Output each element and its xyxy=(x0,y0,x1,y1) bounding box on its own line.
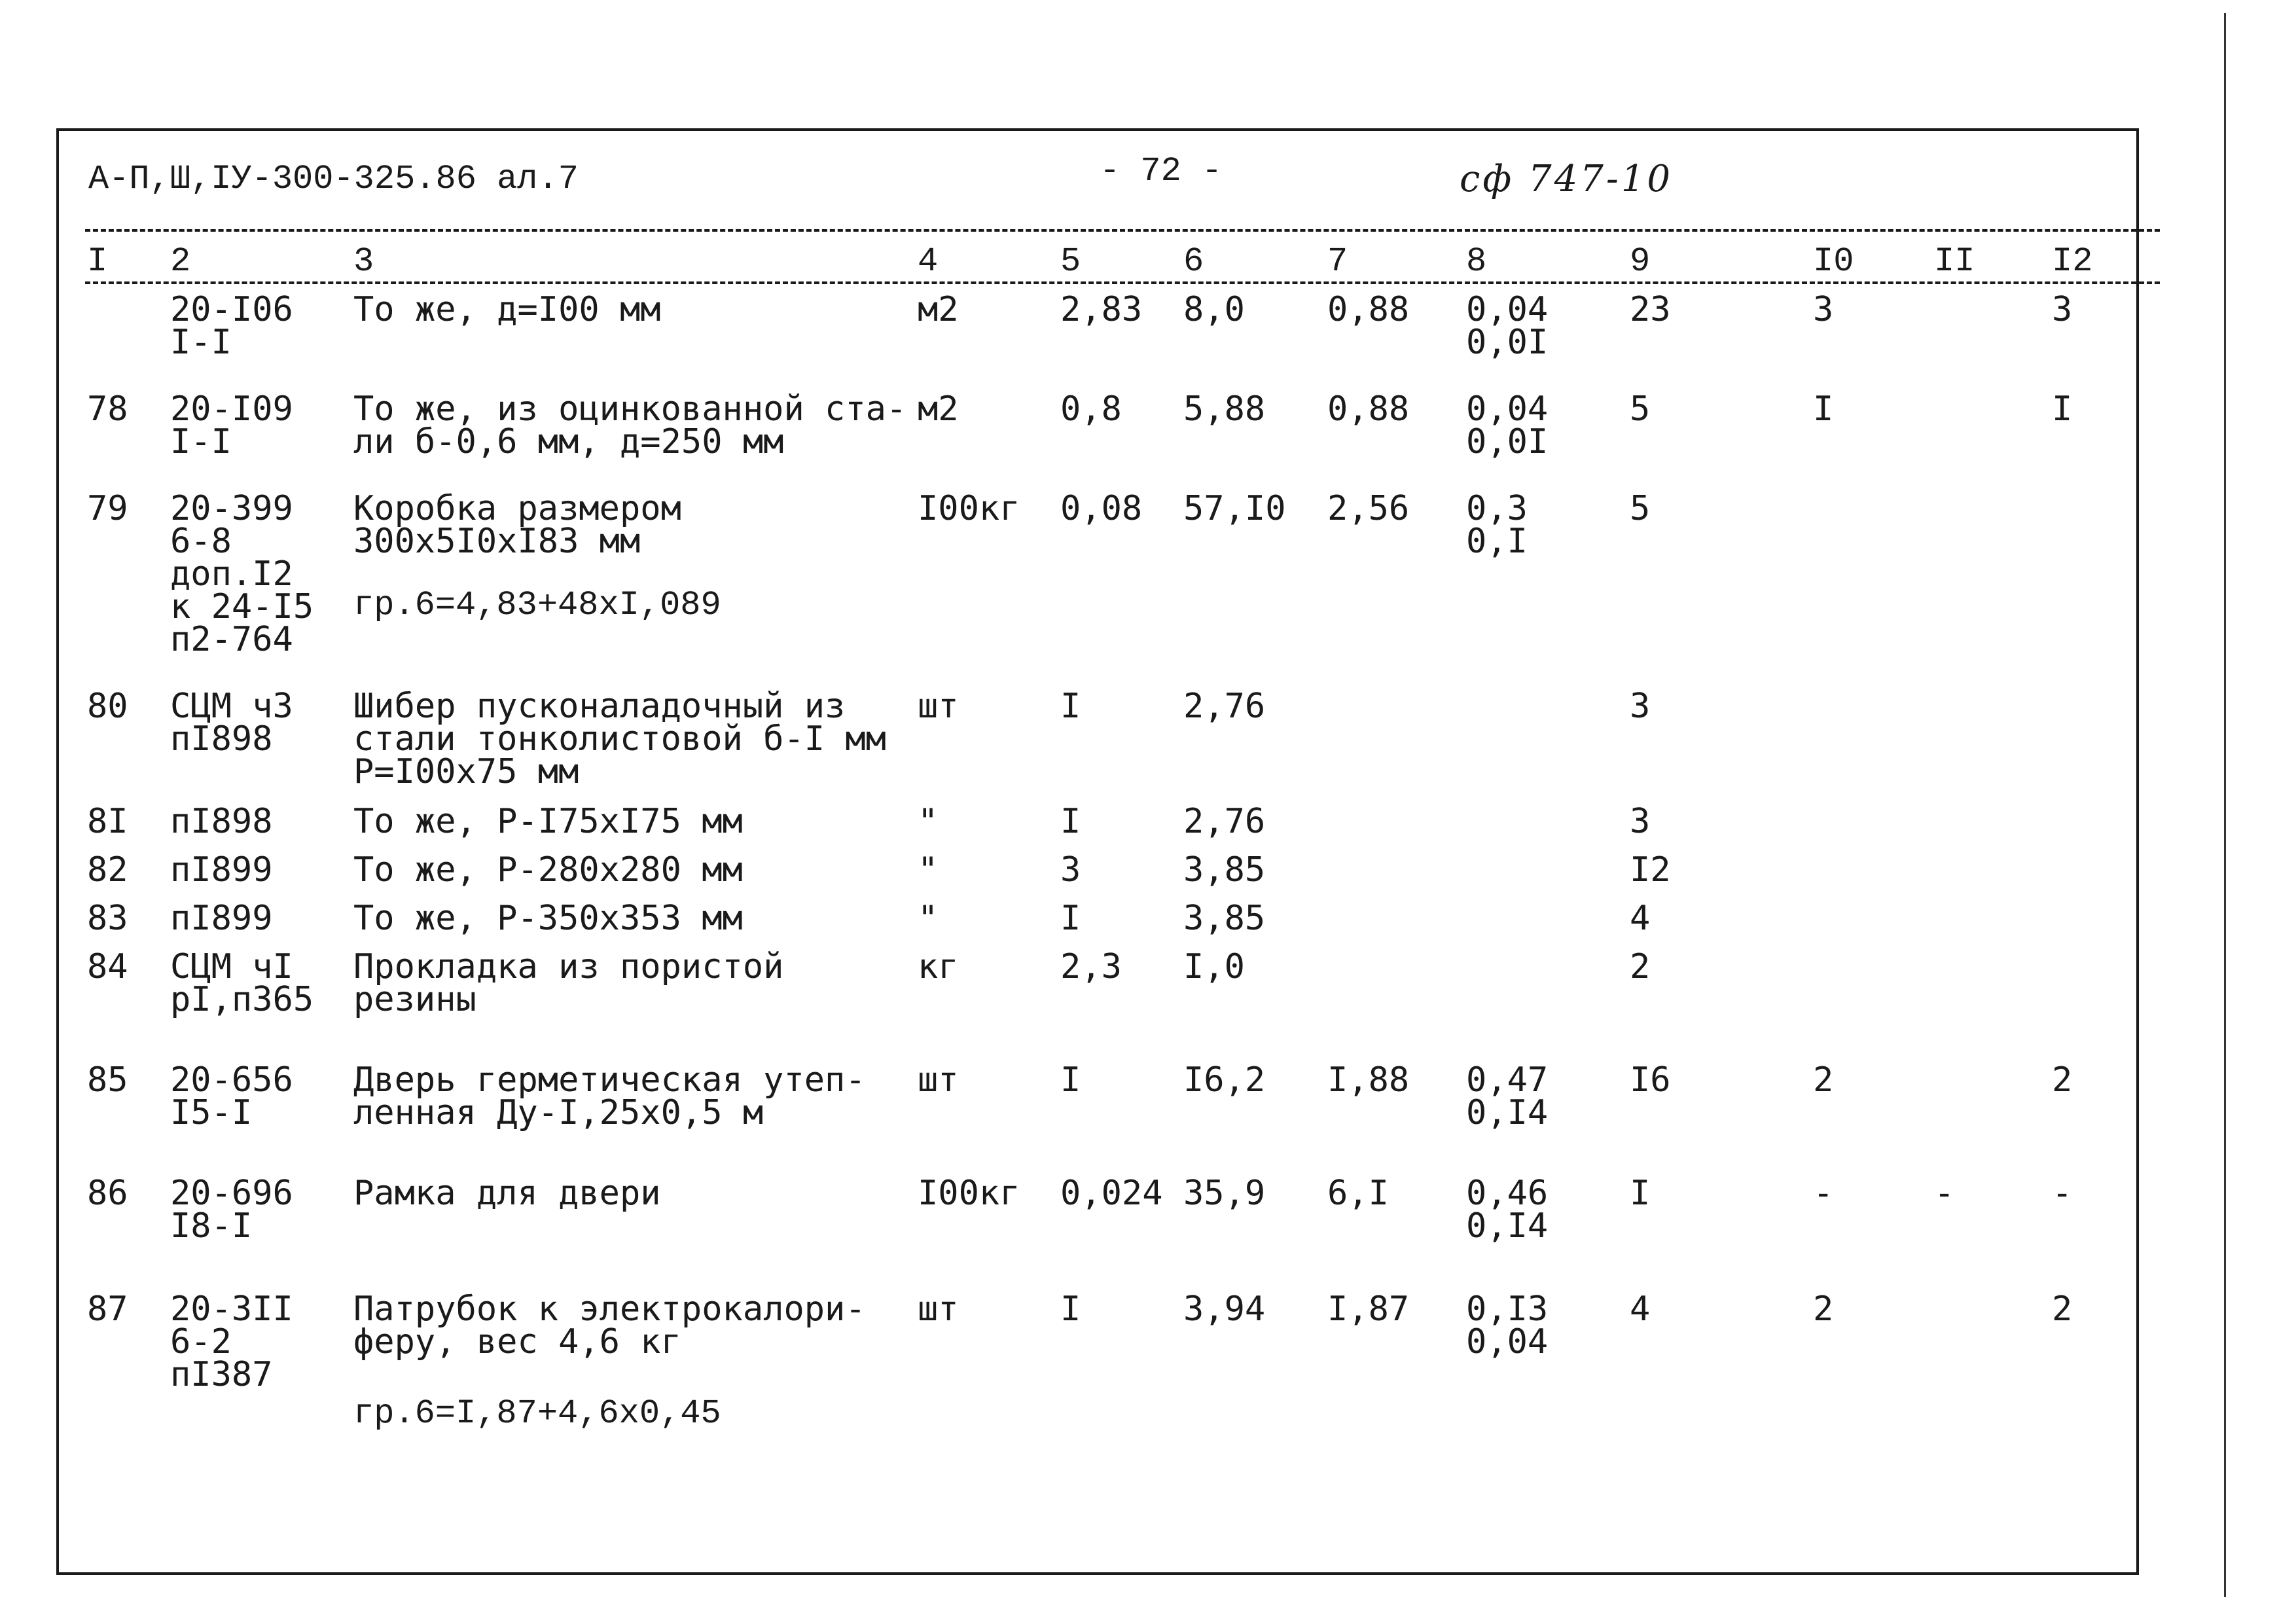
value-col-9: 2 xyxy=(1630,947,1651,986)
quantity: 2,83 xyxy=(1060,290,1143,329)
document-code: А-П,Ш,IУ-300-325.86 ал.7 xyxy=(88,160,579,198)
value-col-9: 3 xyxy=(1630,687,1651,726)
quantity: I xyxy=(1060,687,1081,726)
page-edge-rule xyxy=(2224,13,2226,1597)
calculation-formula: гр.6=I,87+4,6х0,45 xyxy=(353,1394,721,1433)
unit: м2 xyxy=(918,290,959,329)
work-description: Рамка для двери xyxy=(353,1174,661,1213)
column-header-1: I xyxy=(87,242,108,281)
column-header-11: II xyxy=(1934,242,1975,281)
norm-code: пI899 xyxy=(170,850,273,890)
value-col-9: 4 xyxy=(1630,1290,1651,1329)
norm-code: 20-3II 6-2 пI387 xyxy=(170,1290,293,1394)
row-number: 8I xyxy=(87,802,128,841)
row-number: 87 xyxy=(87,1290,128,1329)
row-number: 83 xyxy=(87,899,128,938)
value-col-8: 0,3 0,I xyxy=(1466,489,1528,561)
value-col-9: 23 xyxy=(1630,290,1671,329)
column-header-10: I0 xyxy=(1813,242,1854,281)
value-col-8: 0,04 0,0I xyxy=(1466,389,1549,461)
work-description: То же, д=I00 мм xyxy=(353,290,661,329)
value-col-6: 57,I0 xyxy=(1183,489,1286,528)
norm-code: 20-I06 I-I xyxy=(170,290,293,362)
value-col-7: 0,88 xyxy=(1327,389,1410,429)
unit: шт xyxy=(918,1060,959,1100)
norm-code: 20-656 I5-I xyxy=(170,1060,293,1132)
column-header-5: 5 xyxy=(1060,242,1081,281)
value-col-7: I,88 xyxy=(1327,1060,1410,1100)
value-col-6: 8,0 xyxy=(1183,290,1245,329)
work-description: Коробка размером 300х5I0хI83 мм xyxy=(353,489,681,561)
norm-code: СЦМ ч3 пI898 xyxy=(170,687,293,759)
unit: шт xyxy=(918,687,959,726)
quantity: 0,024 xyxy=(1060,1174,1163,1213)
value-col-6: 2,76 xyxy=(1183,687,1266,726)
unit: I00кг xyxy=(918,1174,1020,1213)
norm-code: пI898 xyxy=(170,802,273,841)
row-number: 80 xyxy=(87,687,128,726)
row-number: 79 xyxy=(87,489,128,528)
work-description: То же, из оцинкованной ста- ли б-0,6 мм, д=250 мм xyxy=(353,389,907,461)
column-header-2: 2 xyxy=(170,242,191,281)
value-col-12: 3 xyxy=(2052,290,2073,329)
work-description: Шибер пусконаладочный из стали тонколистовой б-I мм Р=I00х75 мм xyxy=(353,687,886,791)
header-rule-bottom xyxy=(85,281,2160,284)
value-col-6: 3,85 xyxy=(1183,899,1266,938)
norm-code: пI899 xyxy=(170,899,273,938)
value-col-6: 3,94 xyxy=(1183,1290,1266,1329)
quantity: 0,8 xyxy=(1060,389,1122,429)
work-description: Патрубок к электрокалори- феру, вес 4,6 кг xyxy=(353,1290,866,1362)
column-header-6: 6 xyxy=(1183,242,1204,281)
quantity: 3 xyxy=(1060,850,1081,890)
value-col-12: - xyxy=(2052,1174,2073,1213)
value-col-10: - xyxy=(1813,1174,1834,1213)
value-col-6: 5,88 xyxy=(1183,389,1266,429)
unit: шт xyxy=(918,1290,959,1329)
value-col-12: I xyxy=(2052,389,2073,429)
column-header-9: 9 xyxy=(1630,242,1651,281)
value-col-8: 0,46 0,I4 xyxy=(1466,1174,1549,1246)
value-col-6: 2,76 xyxy=(1183,802,1266,841)
value-col-8: 0,04 0,0I xyxy=(1466,290,1549,362)
unit: " xyxy=(918,850,939,890)
value-col-9: 4 xyxy=(1630,899,1651,938)
value-col-7: I,87 xyxy=(1327,1290,1410,1329)
row-number: 78 xyxy=(87,389,128,429)
unit: м2 xyxy=(918,389,959,429)
quantity: I xyxy=(1060,1060,1081,1100)
work-description: Прокладка из пористой резины xyxy=(353,947,784,1019)
quantity: I xyxy=(1060,1290,1081,1329)
value-col-8: 0,I3 0,04 xyxy=(1466,1290,1549,1362)
value-col-9: 3 xyxy=(1630,802,1651,841)
value-col-7: 0,88 xyxy=(1327,290,1410,329)
work-description: Дверь герметическая утеп- ленная Ду-I,25х0,5 м xyxy=(353,1060,866,1132)
unit: " xyxy=(918,802,939,841)
value-col-7: 2,56 xyxy=(1327,489,1410,528)
value-col-9: I xyxy=(1630,1174,1651,1213)
work-description: То же, Р-350х353 мм xyxy=(353,899,743,938)
value-col-12: 2 xyxy=(2052,1060,2073,1100)
quantity: 0,08 xyxy=(1060,489,1143,528)
value-col-9: I6 xyxy=(1630,1060,1671,1100)
value-col-6: I6,2 xyxy=(1183,1060,1266,1100)
value-col-9: I2 xyxy=(1630,850,1671,890)
quantity: 2,3 xyxy=(1060,947,1122,986)
calculation-formula: гр.6=4,83+48хI,089 xyxy=(353,586,721,624)
page-number: - 72 - xyxy=(1100,152,1223,190)
value-col-12: 2 xyxy=(2052,1290,2073,1329)
value-col-6: 3,85 xyxy=(1183,850,1266,890)
value-col-10: 3 xyxy=(1813,290,1834,329)
column-header-3: 3 xyxy=(353,242,374,281)
value-col-9: 5 xyxy=(1630,489,1651,528)
quantity: I xyxy=(1060,802,1081,841)
unit: " xyxy=(918,899,939,938)
value-col-6: 35,9 xyxy=(1183,1174,1266,1213)
row-number: 84 xyxy=(87,947,128,986)
column-header-8: 8 xyxy=(1466,242,1487,281)
norm-code: СЦМ чI рI,п365 xyxy=(170,947,314,1019)
column-header-4: 4 xyxy=(918,242,939,281)
quantity: I xyxy=(1060,899,1081,938)
value-col-7: 6,I xyxy=(1327,1174,1389,1213)
value-col-10: 2 xyxy=(1813,1290,1834,1329)
value-col-8: 0,47 0,I4 xyxy=(1466,1060,1549,1132)
row-number: 82 xyxy=(87,850,128,890)
norm-code: 20-696 I8-I xyxy=(170,1174,293,1246)
column-header-7: 7 xyxy=(1327,242,1348,281)
norm-code: 20-399 6-8 доп.I2 к 24-I5 п2-764 xyxy=(170,489,314,659)
value-col-11: - xyxy=(1934,1174,1955,1213)
value-col-9: 5 xyxy=(1630,389,1651,429)
work-description: То же, Р-I75хI75 мм xyxy=(353,802,743,841)
row-number: 85 xyxy=(87,1060,128,1100)
column-header-12: I2 xyxy=(2052,242,2093,281)
unit: кг xyxy=(918,947,959,986)
work-description: То же, Р-280х280 мм xyxy=(353,850,743,890)
unit: I00кг xyxy=(918,489,1020,528)
value-col-10: I xyxy=(1813,389,1834,429)
norm-code: 20-I09 I-I xyxy=(170,389,293,461)
value-col-6: I,0 xyxy=(1183,947,1245,986)
value-col-10: 2 xyxy=(1813,1060,1834,1100)
handwritten-sheet-code: сф 747-10 xyxy=(1460,158,1674,200)
row-number: 86 xyxy=(87,1174,128,1213)
header-rule-top xyxy=(85,229,2160,232)
